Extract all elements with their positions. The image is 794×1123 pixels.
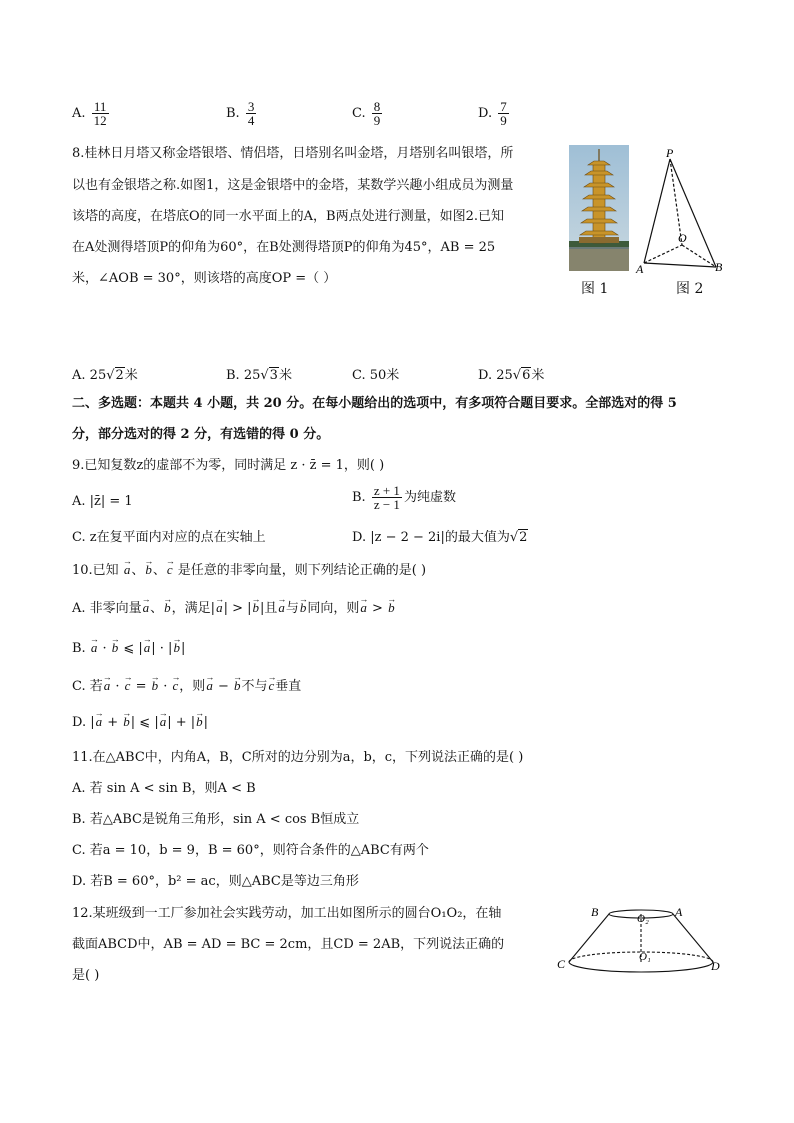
q8-line-5: 米，∠AOB = 30°，则该塔的高度OP =（ ）	[72, 271, 337, 286]
q12-line-1: 12.某班级到一工厂参加社会实践劳动，加工出如图所示的圆台O₁O₂，在轴	[72, 906, 502, 921]
label-o1: O₁	[639, 951, 651, 963]
q7-option-d[interactable]: D. $\frac{7}{9}$	[478, 99, 507, 128]
q11-stem: 11.在△ABC中，内角A，B，C所对的边分别为a，b，c，下列说法正确的是( )	[72, 750, 524, 765]
q11-option-d[interactable]: D. 若B = 60°，b² = ac，则△ABC是等边三角形	[72, 874, 359, 889]
q12-line-2: 截面ABCD中，AB = AD = BC = 2cm，且CD = 2AB，下列说法正确的	[72, 937, 505, 952]
pagoda-photo	[569, 145, 629, 271]
q9-option-d[interactable]: D. |z − 2 − 2i|的最大值为√2	[352, 530, 528, 545]
label-o: O	[678, 231, 687, 245]
q11-option-b[interactable]: B. 若△ABC是锐角三角形，sin A < cos B恒成立	[72, 812, 360, 827]
pyramid-diagram	[634, 145, 724, 275]
q11-option-a[interactable]: A. 若 sin A < sin B，则A < B	[72, 781, 256, 796]
frustum-diagram	[555, 898, 725, 978]
q10-option-c[interactable]: C. 若→ a · → c = → b · → c，则→ a − → b不与→ c垂直	[72, 676, 301, 697]
q8-option-c[interactable]: C. 50米	[352, 368, 400, 383]
q10-stem: 10.已知 → a、→ b、→ c 是任意的非零向量，则下列结论正确的是( )	[72, 560, 426, 581]
label-o2: O₂	[637, 913, 649, 925]
q8-line-2: 以也有金银塔之称.如图1，这是金银塔中的金塔，某数学兴趣小组成员为测量	[72, 178, 514, 193]
fig1-caption: 图 1	[581, 281, 609, 297]
fig2-caption: 图 2	[676, 281, 704, 297]
q10-option-a[interactable]: A. 非零向量→ a、→ b，满足|→ a| > |→ b|且→ a与→ b同向，则→ a > → b	[72, 598, 396, 619]
q8-line-4: 在A处测得塔顶P的仰角为60°，在B处测得塔顶P的仰角为45°，AB = 25	[72, 240, 496, 255]
q7-option-c[interactable]: C. $\frac{8}{9}$	[352, 99, 381, 128]
q9-option-a[interactable]: A. |z̄| = 1	[72, 494, 133, 509]
q7-option-a[interactable]: A. $\frac{11}{12}$	[72, 99, 107, 128]
q9-stem: 9.已知复数z的虚部不为零，同时满足 z · z̄ = 1，则( )	[72, 458, 385, 473]
q8-option-b[interactable]: B. 25√3米	[226, 368, 292, 383]
label-d: D	[711, 959, 720, 973]
q8-option-d[interactable]: D. 25√6米	[478, 368, 545, 383]
q11-option-c[interactable]: C. 若a = 10，b = 9，B = 60°，则符合条件的△ABC有两个	[72, 843, 429, 858]
q10-option-d[interactable]: D. |→ a + → b| ⩽ |→ a| + |→ b|	[72, 712, 208, 733]
q9-option-b[interactable]: B. $\frac{z + 1}{z - 1}$ 为纯虚数	[352, 483, 456, 512]
section2-line-2: 分，部分选对的得 2 分，有选错的得 0 分。	[72, 427, 330, 442]
q12-line-3: 是( )	[72, 968, 100, 983]
q8-line-1: 8.桂林日月塔又称金塔银塔、情侣塔，日塔别名叫金塔，月塔别名叫银塔，所	[72, 146, 514, 161]
label-a: A	[636, 262, 644, 275]
label-a: A	[675, 905, 683, 919]
q8-line-3: 该塔的高度，在塔底O的同一水平面上的A，B两点处进行测量，如图2.已知	[72, 209, 505, 224]
label-b: B	[715, 260, 723, 274]
q9-option-c[interactable]: C. z在复平面内对应的点在实轴上	[72, 530, 266, 545]
label-c: C	[557, 957, 566, 971]
q8-option-a[interactable]: A. 25√2米	[72, 368, 138, 383]
q7-option-b[interactable]: B. $\frac{3}{4}$	[226, 99, 255, 128]
label-b: B	[591, 905, 599, 919]
label-p: P	[666, 146, 674, 160]
section2-line-1: 二、多选题：本题共 4 小题，共 20 分。在每小题给出的选项中，有多项符合题目要求。全部选对的得 5	[72, 396, 677, 411]
q10-option-b[interactable]: B. → a · → b ⩽ |→ a| · |→ b|	[72, 638, 185, 659]
